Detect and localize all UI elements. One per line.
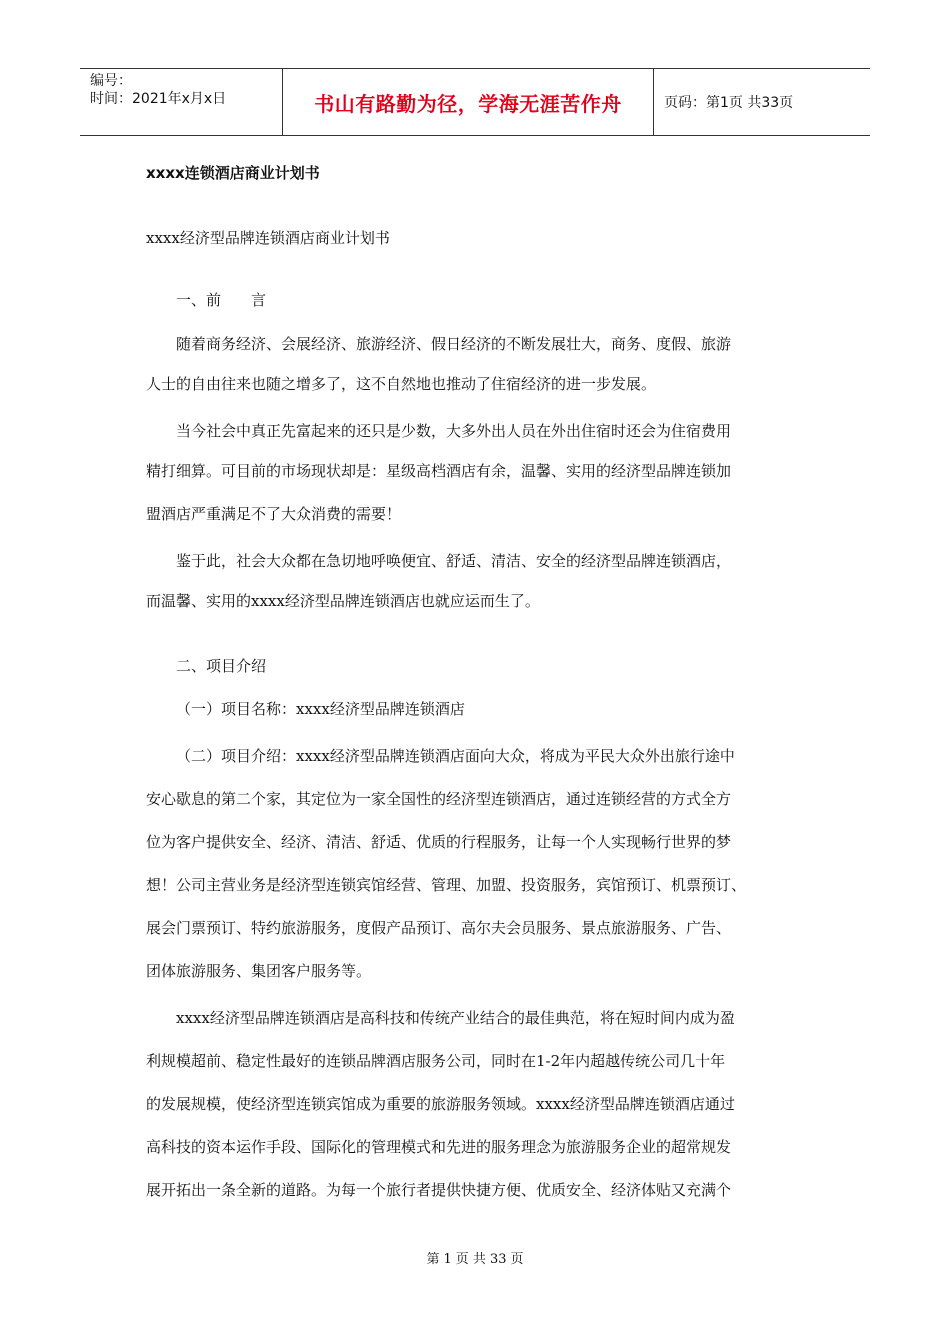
number-label: 编号： <box>90 73 132 89</box>
section-heading-preface: 一、前 言 <box>176 291 267 309</box>
paragraph-line: 高科技的资本运作手段、国际化的管理模式和先进的服务理念为旅游服务企业的超常规发 <box>146 1138 732 1156</box>
paragraph-line: 随着商务经济、会展经济、旅游经济、假日经济的不断发展壮大，商务、度假、旅游 <box>176 335 732 353</box>
header-motto-cell <box>282 69 654 135</box>
paragraph-line: xxxx经济型品牌连锁酒店是高科技和传统产业结合的最佳典范，将在短时间内成为盈 <box>176 1009 735 1027</box>
header-page-info: 页码：第1页 共33页 <box>664 95 794 111</box>
paragraph-line: （二）项目介绍：xxxx经济型品牌连锁酒店面向大众，将成为平民大众外出旅行途中 <box>176 747 735 765</box>
paragraph-line: 的发展规模，使经济型连锁宾馆成为重要的旅游服务领域。xxxx经济型品牌连锁酒店通过 <box>146 1095 735 1113</box>
section-heading-project: 二、项目介绍 <box>176 657 267 675</box>
time-label: 时间：2021年x月x日 <box>90 91 227 107</box>
doc-body <box>146 284 808 1217</box>
paragraph-line: 位为客户提供安全、经济、清洁、舒适、优质的行程服务，让每一个人实现畅行世界的梦 <box>146 833 732 851</box>
paragraph-line: 精打细算。可目前的市场现状却是：星级高档酒店有余，温馨、实用的经济型品牌连锁加 <box>146 462 732 480</box>
paragraph-line: 当今社会中真正先富起来的还只是少数，大多外出人员在外出住宿时还会为住宿费用 <box>176 422 732 440</box>
list-item: （一）项目名称：xxxx经济型品牌连锁酒店 <box>176 700 465 718</box>
paragraph-line: 而温馨、实用的xxxx经济型品牌连锁酒店也就应运而生了。 <box>146 592 540 610</box>
header-motto: 书山有路勤为径，学海无涯苦作舟 <box>314 91 622 116</box>
paragraph-line: 利规模超前、稳定性最好的连锁品牌酒店服务公司，同时在1-2年内超越传统公司几十年 <box>146 1052 726 1070</box>
doc-title: xxxx连锁酒店商业计划书 <box>146 164 320 182</box>
paragraph-line: 安心歇息的第二个家，其定位为一家全国性的经济型连锁酒店，通过连锁经营的方式全方 <box>146 790 732 808</box>
footer-prefix: 第 <box>426 1252 440 1267</box>
paragraph-line: 展开拓出一条全新的道路。为每一个旅行者提供快捷方便、优质安全、经济体贴又充满个 <box>146 1181 732 1199</box>
page-footer <box>0 1248 950 1267</box>
footer-page-number: 1 <box>443 1252 452 1267</box>
paragraph-line: 想！公司主营业务是经济型连锁宾馆经营、管理、加盟、投资服务，宾馆预订、机票预订、 <box>146 876 747 894</box>
paragraph-line: 鉴于此，社会大众都在急切地呼唤便宜、舒适、清洁、安全的经济型品牌连锁酒店， <box>176 552 732 570</box>
footer-suffix: 页 <box>510 1252 524 1267</box>
header-meta <box>80 69 282 135</box>
footer-page-total: 33 <box>489 1252 507 1267</box>
footer-mid: 页 共 <box>455 1252 486 1267</box>
paragraph-line: 团体旅游服务、集团客户服务等。 <box>146 962 372 980</box>
paragraph-line: 人士的自由往来也随之增多了，这不自然地也推动了住宿经济的进一步发展。 <box>146 375 657 393</box>
header-table <box>80 68 870 136</box>
paragraph-line: 展会门票预订、特约旅游服务，度假产品预订、高尔夫会员服务、景点旅游服务、广告、 <box>146 919 732 937</box>
doc-subtitle: xxxx经济型品牌连锁酒店商业计划书 <box>146 229 390 247</box>
paragraph-line: 盟酒店严重满足不了大众消费的需要！ <box>146 505 402 523</box>
